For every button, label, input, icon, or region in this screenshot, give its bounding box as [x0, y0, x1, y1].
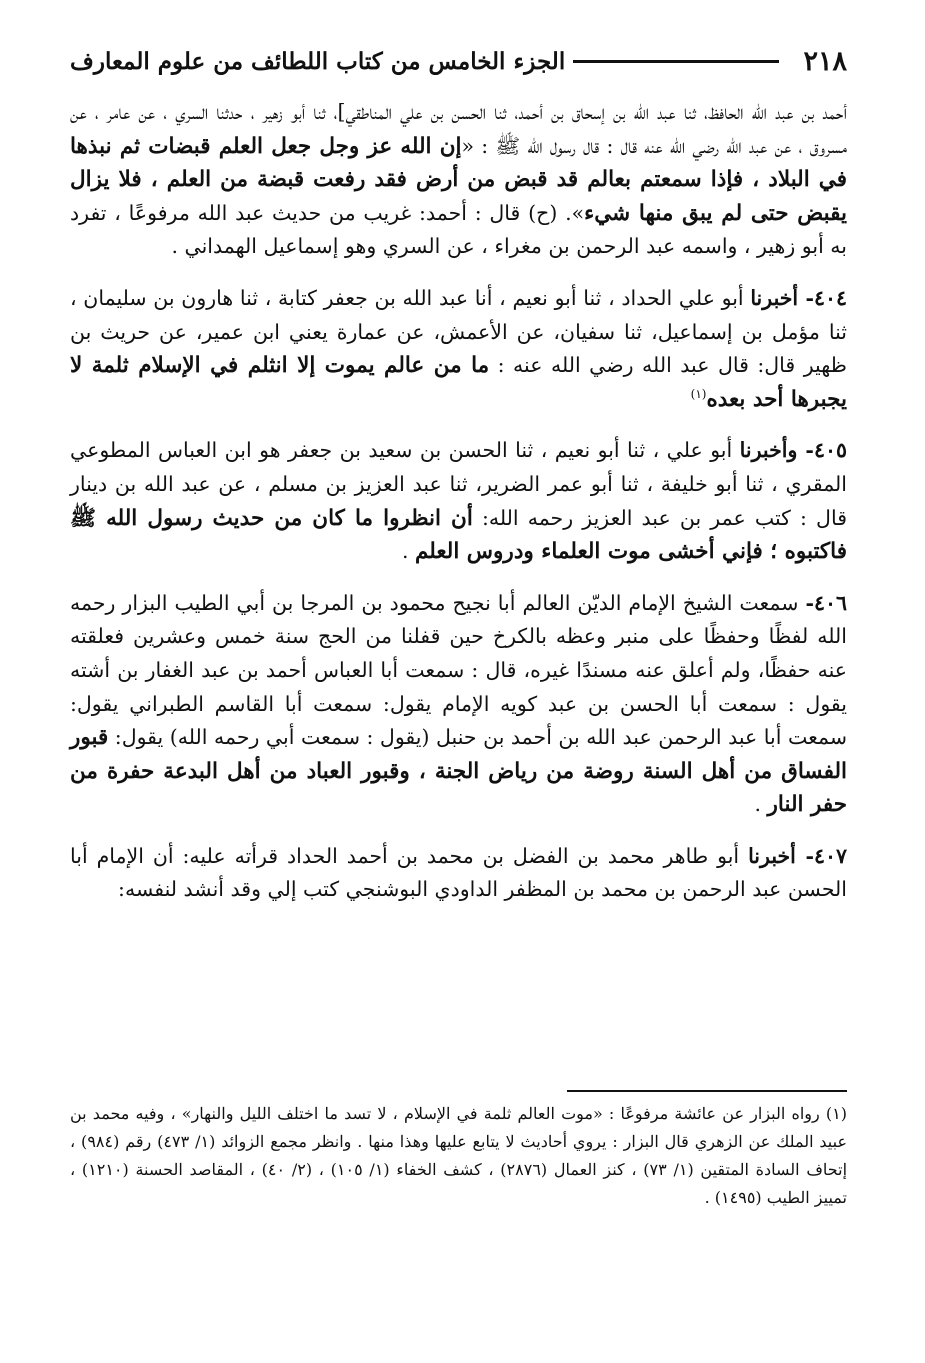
- footnote-ref-1: (١): [690, 386, 707, 401]
- running-title: الجزء الخامس من كتاب اللطائف من علوم المعارف: [70, 47, 566, 75]
- paragraph-407-number: ٤٠٧- أخبرنا: [748, 843, 847, 868]
- paragraph-406-text-1: سمعت الشيخ الإمام الديّن العالم أبا نجيح محمود بن المرجا بن أبي الطيب البزار رحمه الله لفظًا وحفظًا على منبر وعظه بالكرخ حين قفلنا من الحج سنة خمس وعشرين فعلقته عنه حفظًا، ولم أعلق عنه مسندًا غيره، قال : سمعت أبا العباس أحمد بن عبد الغفار بن أشته يقول : سمعت أبا الحسن بن عبد كويه الإمام يقول: سمعت أبا القاسم الطبراني يقول: سمعت أبا عبد الرحمن عبد الله بن أحمد بن حنبل (يقول : سمعت أبي رحمه الله) يقول:: [70, 590, 847, 750]
- header-rule: [573, 60, 779, 63]
- paragraph-405-quote: أن انظروا ما كان من حديث رسول الله ﷺ فاكتبوه ؛ فإني أخشى موت العلماء ودروس العلم: [70, 505, 847, 565]
- header-rule-wrap: [565, 60, 787, 63]
- paragraph-403-text-2: ». (ح) قال : أحمد: غريب من حديث عبد الله مرفوعًا ، تفرد به أبو زهير ، واسمه عبد الرحمن بن مغراء ، عن السري وهو إسماعيل الهمداني .: [70, 200, 847, 259]
- body-text: [70, 96, 847, 907]
- paragraph-404: [70, 282, 847, 416]
- paragraph-404-number: ٤٠٤- أخبرنا: [750, 285, 847, 310]
- footnote-rule: [567, 1090, 847, 1092]
- paragraph-406-quote: قبور الفساق من أهل السنة روضة من رياض الجنة ، وقبور العباد من أهل البدعة حفرة من حفر النار: [70, 725, 847, 818]
- paragraph-407-text-1: أبو طاهر محمد بن الفضل بن محمد بن أحمد الحداد قرأته عليه: أن الإمام أبا الحسن عبد الرحمن بن محمد بن المظفر الداودي البوشنجي كتب إلي وقد أنشد لنفسه:: [70, 843, 847, 902]
- paragraph-405-text-2: .: [401, 539, 415, 564]
- paragraph-403-text-1: أحمد بن عبد الله الحافظ، ثنا عبد الله بن إسحاق بن أحمد، ثنا الحسن بن علي المناطقي]، ثنا أبو زهير ، حدثنا السري ، عن عامر ، عن مسروق ، عن عبد الله رضي الله عنه قال : قال رسول الله ﷺ : «: [70, 100, 848, 158]
- page-header: [70, 38, 847, 84]
- page-number: ٢١٨: [803, 45, 847, 77]
- paragraph-403-hadith: إن الله عز وجل جعل العلم قبضات ثم نبذها في البلاد ، فإذا سمعتم بعالم قد قبض من أرض فقد رفعت قبضة من العلم ، فلا يزال يقبض حتى لم يبق منها شيء: [70, 133, 847, 226]
- paragraph-407: [70, 840, 847, 907]
- paragraph-405: [70, 434, 847, 568]
- paragraph-405-text-1: أبو علي ، ثنا أبو نعيم ، ثنا الحسن بن سعيد بن جعفر هو ابن العباس المطوعي المقري ، ثنا أبو خليفة ، ثنا أبو عمر الضرير، ثنا عبد العزيز بن مسلم ، عن عبد الله بن دينار قال : كتب عمر بن عبد العزيز رحمه الله:: [70, 438, 847, 530]
- paragraph-404-quote: ما من عالم يموت إلا انثلم في الإسلام ثلمة لا يجبرها أحد بعده: [70, 353, 847, 412]
- footnotes: [70, 1100, 847, 1212]
- paragraph-406-text-2: .: [754, 792, 768, 817]
- paragraph-406: [70, 587, 847, 822]
- paragraph-406-number: ٤٠٦-: [805, 590, 847, 615]
- book-page: [70, 38, 847, 1323]
- footnote-1: (١) رواه البزار عن عائشة مرفوعًا : «موت العالم ثلمة في الإسلام ، لا تسد ما اختلف الليل والنهار» ، وفيه محمد بن عبيد الملك عن الزهري قال البزار : يروي أحاديث لا يتابع عليها وهذا منها . وانظر مجمع الزوائد (١/ ٤٧٣) رقم (٩٨٤) ، إتحاف السادة المتقين (١/ ٧٣) ، كنز العمال (٢٨٧٦) ، كشف الخفاء (١/ ١٠٥) ، (٢/ ٤٠) ، المقاصد الحسنة (١٢١٠) ، تمييز الطيب (١٤٩٥) .: [70, 1104, 848, 1207]
- paragraph-405-number: ٤٠٥- وأخبرنا: [739, 438, 847, 463]
- paragraph-404-text-1: أبو علي الحداد ، ثنا أبو نعيم ، أنا عبد الله بن جعفر كتابة ، ثنا هارون بن سليمان ، ثنا مؤمل بن إسماعيل، ثنا سفيان، عن الأعمش، عن عمارة يعني ابن عمير، عن حريث بن ظهير قال: قال عبد الله رضي الله عنه :: [70, 285, 847, 378]
- paragraph-403: [70, 96, 847, 264]
